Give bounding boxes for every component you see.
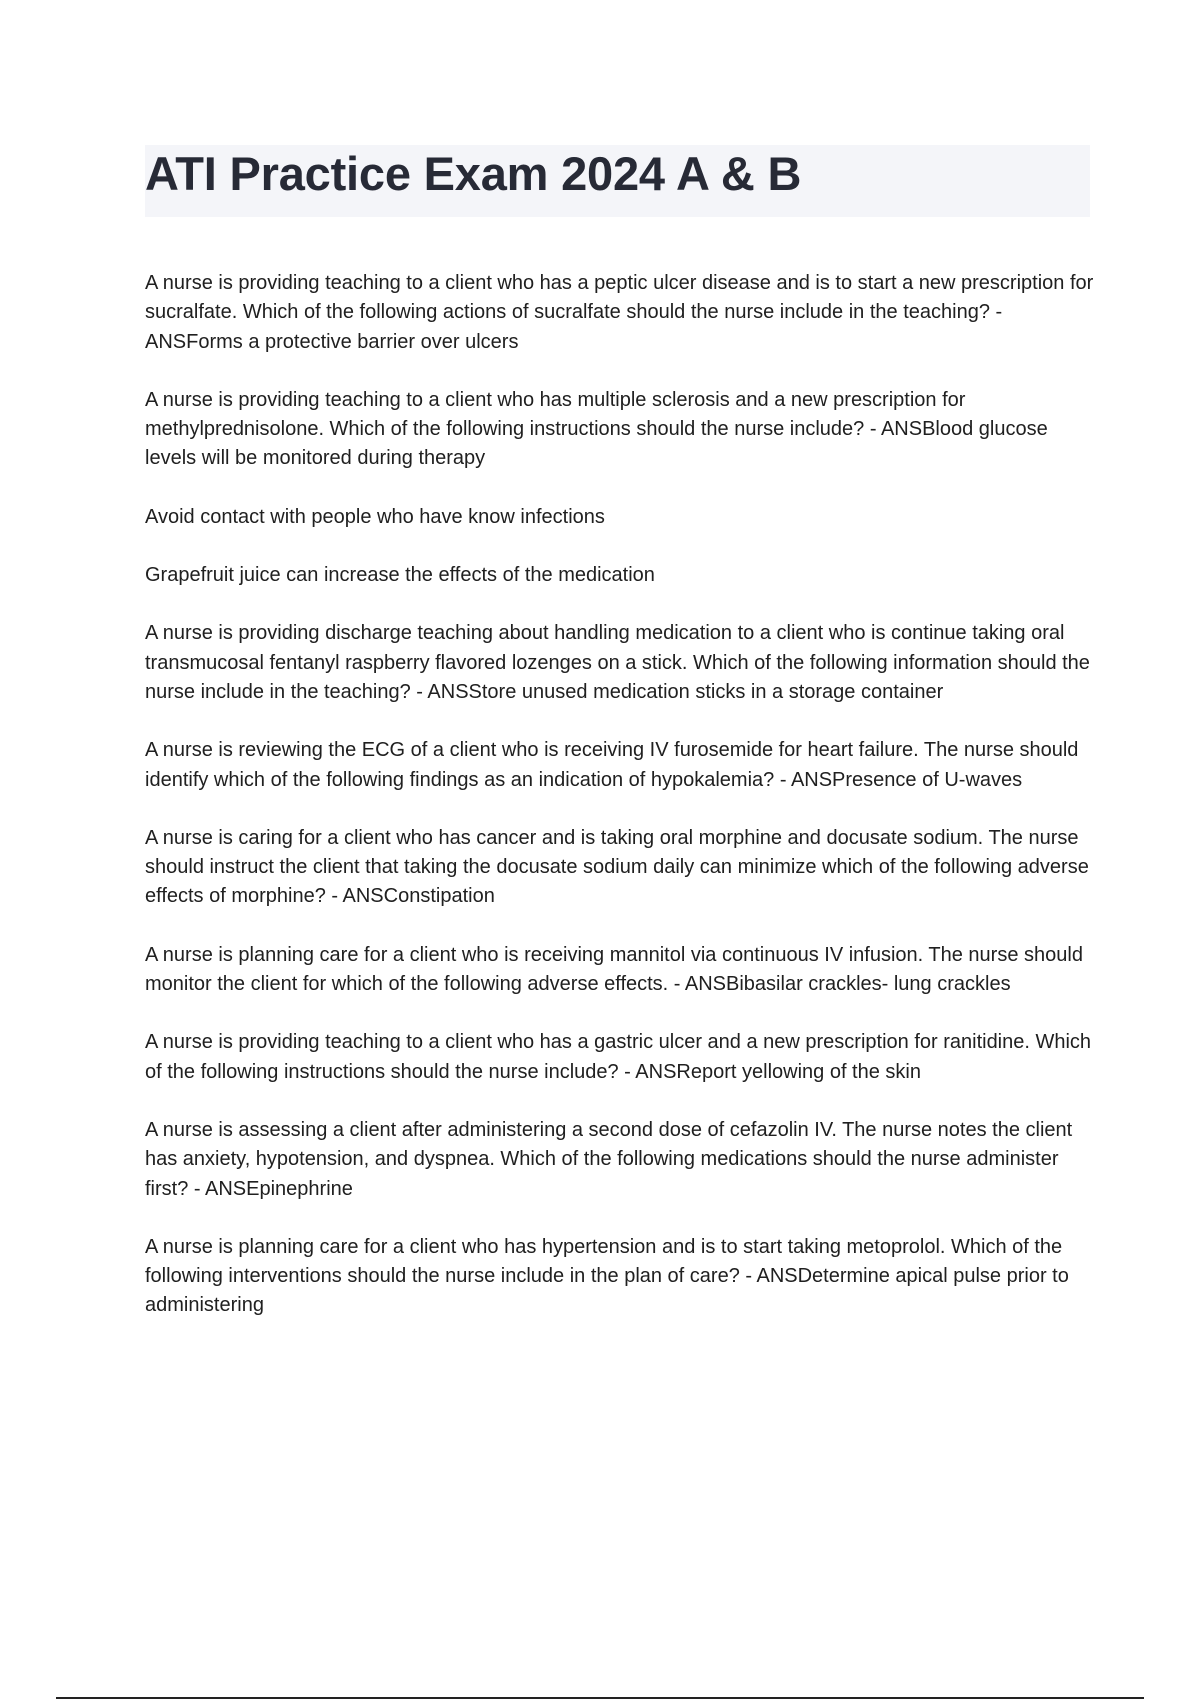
question-paragraph: A nurse is providing teaching to a client who has multiple sclerosis and a new prescription for methylprednisolone. Which of the following instructions should the nurse include? - ANSBlood glucose levels will be monitored during therapy	[145, 388, 1048, 470]
question-paragraph: A nurse is caring for a client who has cancer and is taking oral morphine and docusate sodium. The nurse should instruct the client that taking the docusate sodium daily can minimize which of the following adverse effects of morphine? - ANSConstipation	[145, 826, 1089, 908]
answer-option-paragraph: Avoid contact with people who have know infections	[145, 505, 605, 528]
question-paragraph: A nurse is assessing a client after administering a second dose of cefazolin IV. The nurse notes the client has anxiety, hypotension, and dyspnea. Which of the following medications should the nurse administer first? - ANSEpinephrine	[145, 1118, 1073, 1200]
footer-divider	[56, 1697, 1144, 1699]
document-title: ATI Practice Exam 2024 A & B	[145, 147, 802, 200]
question-paragraph: A nurse is planning care for a client who has hypertension and is to start taking metoprolol. Which of the following interventions should the nurse include in the plan of care? - ANSDetermine apical pulse prior to administering	[145, 1235, 1069, 1317]
question-paragraph: A nurse is reviewing the ECG of a client who is receiving IV furosemide for heart failure. The nurse should identify which of the following findings as an indication of hypokalemia? - ANSPresence of U-waves	[145, 739, 1079, 791]
answer-option-paragraph: Grapefruit juice can increase the effects of the medication	[145, 564, 655, 587]
question-paragraph: A nurse is planning care for a client who is receiving mannitol via continuous IV infusion. The nurse should monitor the client for which of the following adverse effects. - ANSBibasilar crackles- lung crackles	[145, 943, 1083, 996]
document-body	[145, 269, 1095, 1350]
question-paragraph: A nurse is providing discharge teaching about handling medication to a client who is continue taking oral transmucosal fentanyl raspberry flavored lozenges on a stick. Which of the following information should the nurse include in the teaching? - ANSStore unused medication sticks in a storage container	[145, 622, 1090, 703]
question-paragraph: A nurse is providing teaching to a client who has a gastric ulcer and a new prescription for ranitidine. Which of the following instructions should the nurse include? - ANSReport yellowing of the skin	[145, 1031, 1092, 1083]
question-paragraph: A nurse is providing teaching to a client who has a peptic ulcer disease and is to start a new prescription for sucralfate. Which of the following actions of sucralfate should the nurse include in the teaching? - ANSForms a protective barrier over ulcers	[145, 272, 1094, 353]
